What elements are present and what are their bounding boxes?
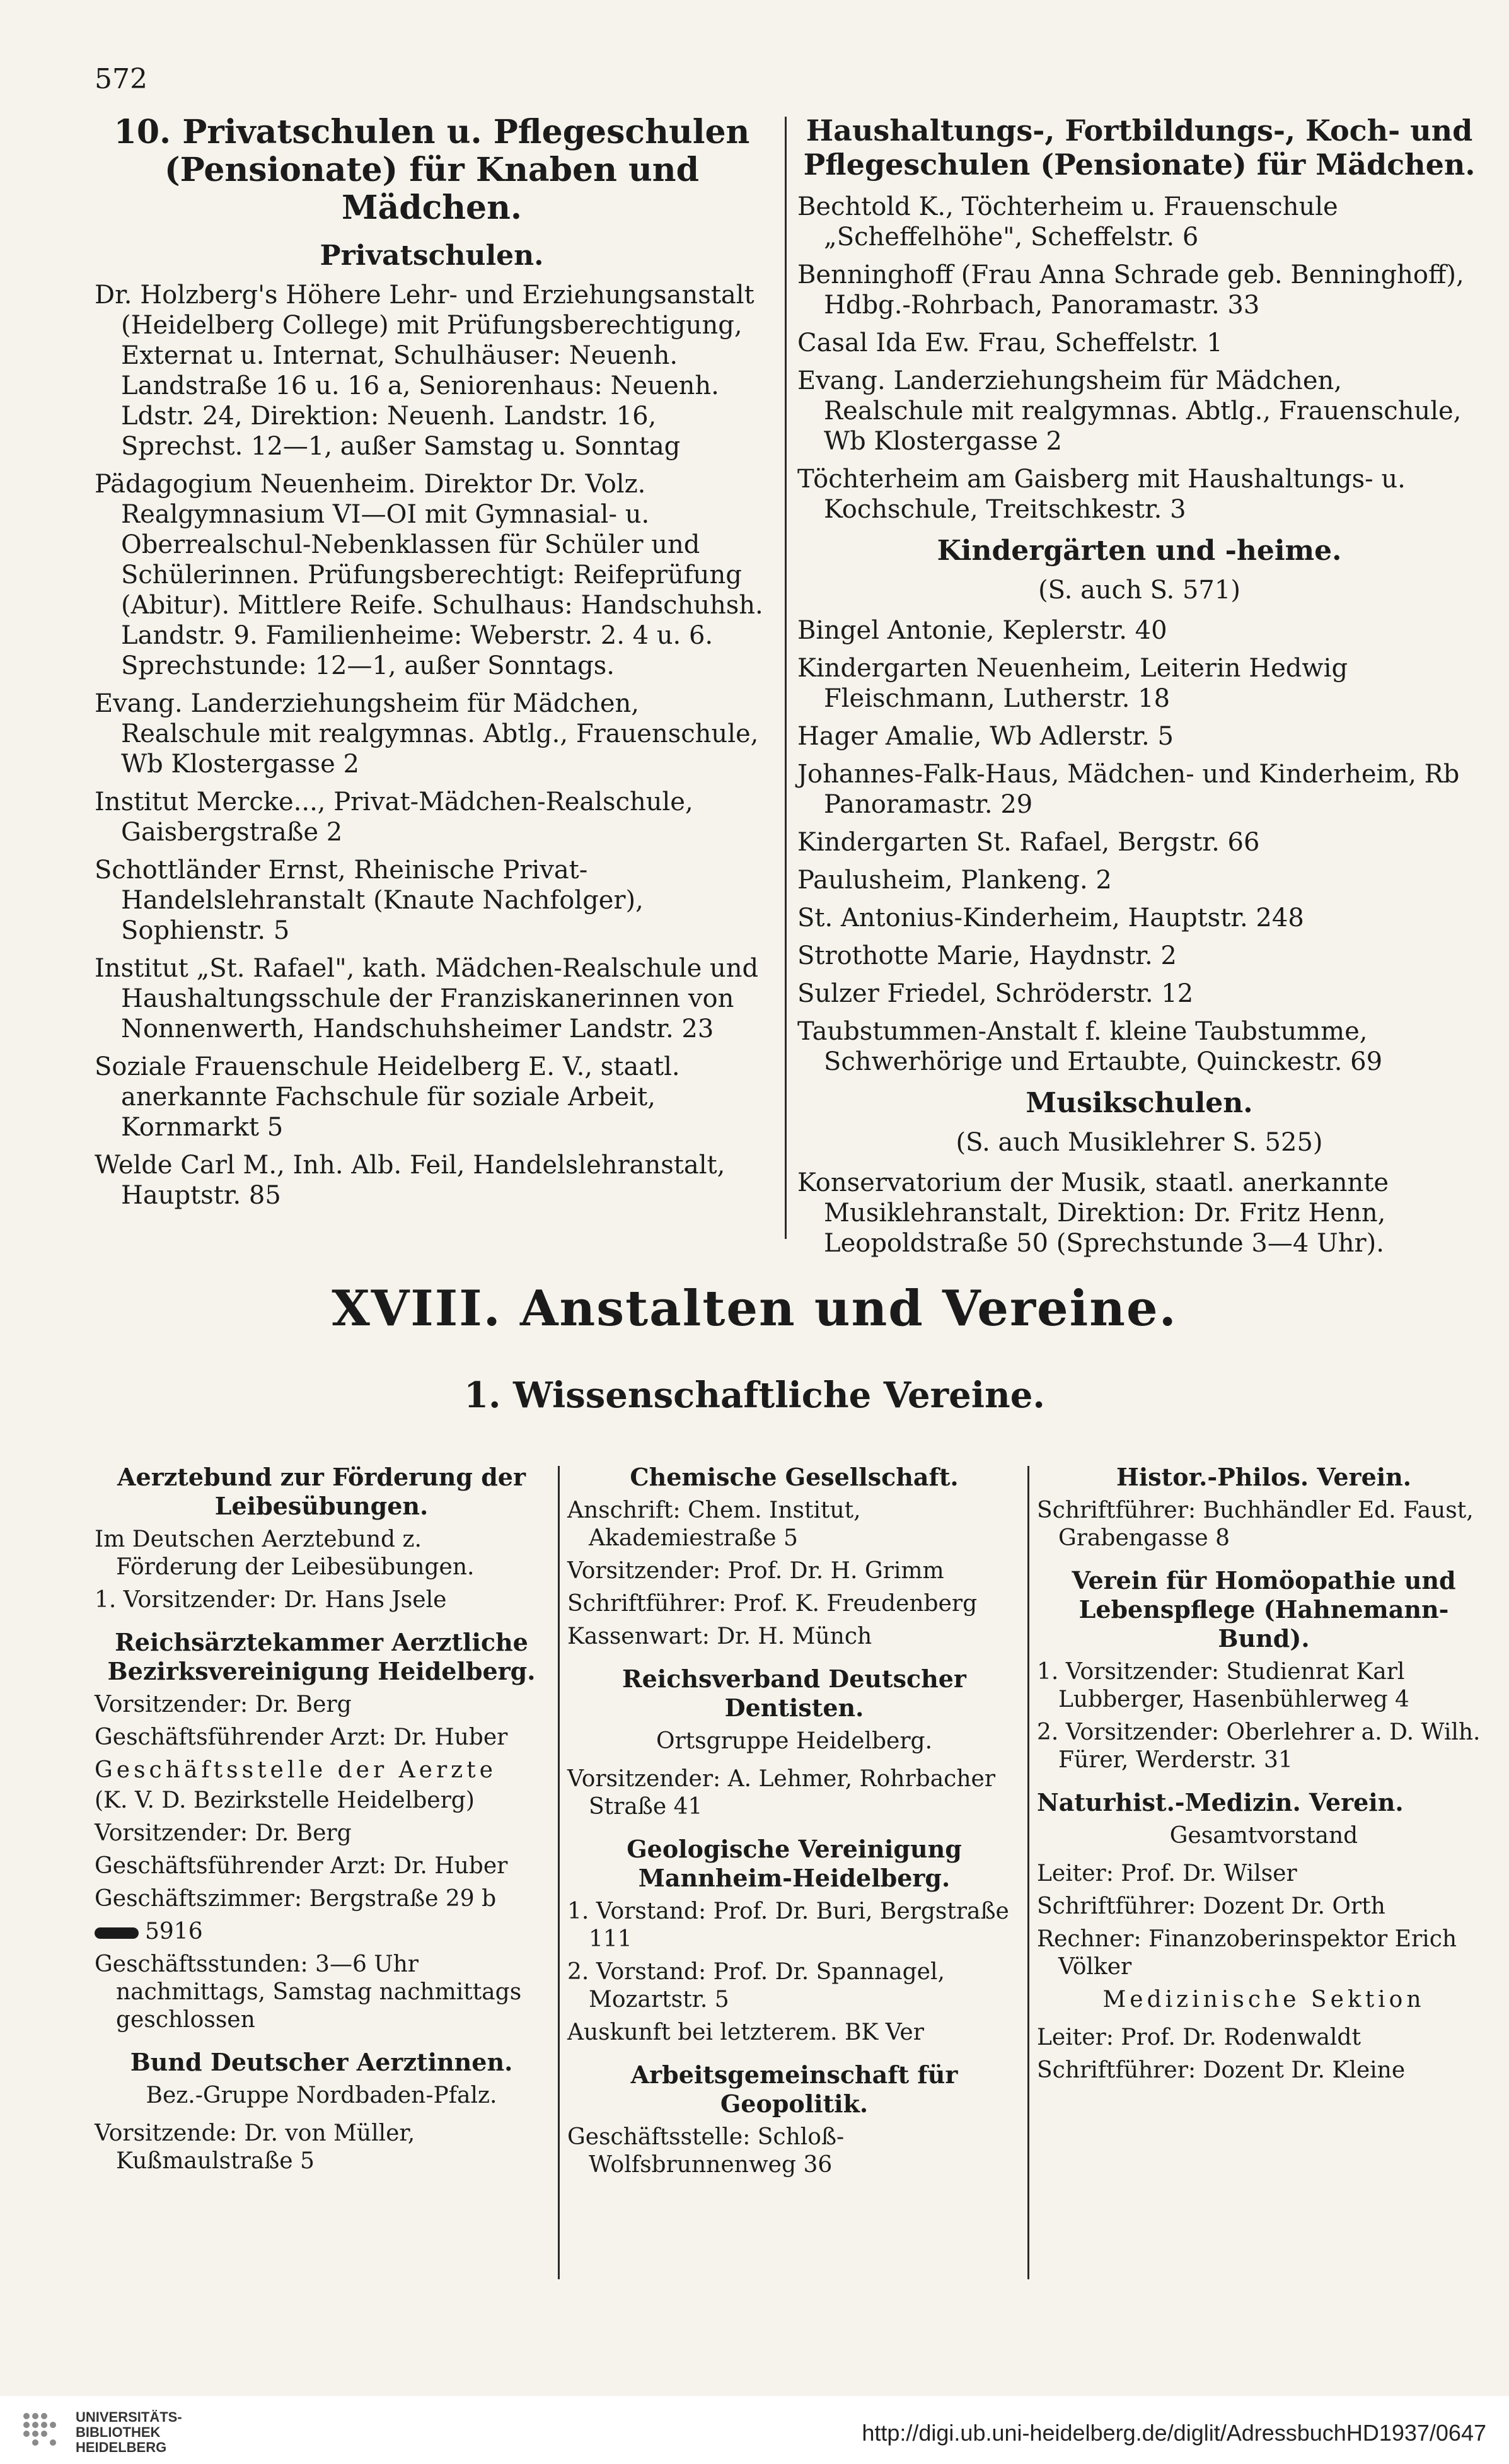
sub-section-title: 1. Wissenschaftliche Vereine. — [464, 1374, 1045, 1416]
heading-histor-philos: Histor.-Philos. Verein. — [1116, 1463, 1412, 1491]
directory-entry: Geschäftsführender Arzt: Dr. Huber — [95, 1853, 508, 1879]
heading-homoeopathie: Verein für Homöopathie und Lebenspflege (Hahnemann-Bund). — [1072, 1566, 1456, 1653]
directory-entry: Geschäftsstelle: Schloß-Wolfsbrunnenweg 36 — [567, 2124, 845, 2178]
main-section-title: XVIII. Anstalten und Vereine. — [332, 1280, 1177, 1337]
bottom-column-3 — [1037, 1463, 1491, 2089]
telephone-icon — [95, 1927, 139, 1939]
heading-geologische-vereinigung: Geologische Vereinigung Mannheim-Heidelberg. — [627, 1835, 962, 1892]
heading-reichsverband-dentisten: Reichsverband Deutscher Dentisten. — [622, 1665, 966, 1722]
directory-entry: Anschrift: Chem. Institut, Akademiestraße 5 — [567, 1497, 861, 1551]
directory-entry: Taubstummen-Anstalt f. kleine Taubstumme, Schwerhörige und Ertaubte, Quinckestr. 69 — [797, 1017, 1383, 1076]
directory-entry: Johannes-Falk-Haus, Mädchen- und Kinderheim, Rb Panoramastr. 29 — [797, 760, 1460, 819]
directory-entry: 1. Vorstand: Prof. Dr. Buri, Bergstraße 111 — [567, 1898, 1009, 1952]
right-entry-list-b — [797, 615, 1481, 1077]
medizinische-sektion-label: Medizinische Sektion — [1102, 1987, 1425, 2013]
directory-entry: Leiter: Prof. Dr. Rodenwaldt — [1037, 2025, 1361, 2050]
directory-entry: Evang. Landerziehungsheim für Mädchen, Realschule mit realgymnas. Abtlg., Frauenschule, Wb Klostergasse 2 — [797, 366, 1462, 456]
directory-entry: Paulusheim, Plankeng. 2 — [797, 866, 1112, 895]
phone-number: 5916 — [145, 1919, 203, 1944]
bottom-column-2 — [567, 1463, 1021, 2184]
directory-entry: Geschäftszimmer: Bergstraße 29 b — [95, 1886, 497, 1912]
directory-entry: Vorsitzender: A. Lehmer, Rohrbacher Straße 41 — [567, 1766, 996, 1820]
library-line-2: BIBLIOTHEK — [76, 2424, 161, 2440]
source-url-link[interactable]: http://digi.ub.uni-heidelberg.de/diglit/AdressbuchHD1937/0647 — [862, 2420, 1486, 2446]
c1-list-5 — [95, 2120, 548, 2175]
c3-list-4 — [1037, 2024, 1491, 2084]
directory-entry: Kindergarten Neuenheim, Leiterin Hedwig Fleischmann, Lutherstr. 18 — [797, 654, 1348, 713]
directory-entry: Töchterheim am Gaisberg mit Haushaltungs- u. Kochschule, Treitschkestr. 3 — [797, 465, 1406, 524]
left-entry-list — [95, 280, 769, 1211]
subheading-kindergaerten: Kindergärten und -heime. — [937, 535, 1342, 567]
directory-entry: Benninghoff (Frau Anna Schrade geb. Benninghoff), Hdbg.-Rohrbach, Panoramastr. 33 — [797, 260, 1464, 320]
left-column — [95, 113, 769, 1218]
directory-entry: Geschäftsstunden: 3—6 Uhr nachmittags, Samstag nachmittags geschlossen — [95, 1951, 522, 2033]
directory-entry: Geschäftsführender Arzt: Dr. Huber — [95, 1724, 508, 1750]
right-column — [797, 113, 1481, 1266]
directory-entry: 1. Vorsitzender: Dr. Hans Jsele — [95, 1587, 447, 1613]
directory-entry: Schriftführer: Dozent Dr. Kleine — [1037, 2057, 1406, 2083]
note-kindergaerten: (S. auch S. 571) — [1038, 576, 1240, 605]
directory-entry: Schriftführer: Prof. K. Freudenberg — [567, 1591, 978, 1617]
note-gesamtvorstand: Gesamtvorstand — [1169, 1823, 1358, 1849]
note-musikschulen: (S. auch Musiklehrer S. 525) — [956, 1128, 1323, 1157]
directory-entry: Institut Mercke..., Privat-Mädchen-Realschule, Gaisbergstraße 2 — [95, 787, 693, 847]
library-name — [76, 2410, 182, 2455]
directory-entry: Schottländer Ernst, Rheinische Privat-Handelslehranstalt (Knaute Nachfolger), Sophienstr. 5 — [95, 856, 644, 945]
note-ortsgruppe: Ortsgruppe Heidelberg. — [656, 1728, 933, 1754]
c2-list-3 — [567, 1898, 1021, 2047]
directory-entry: Vorsitzender: Dr. Berg — [95, 1820, 352, 1846]
directory-entry: 2. Vorstand: Prof. Dr. Spannagel, Mozartstr. 5 — [567, 1959, 945, 2013]
library-line-1: UNIVERSITÄTS- — [76, 2409, 182, 2425]
directory-entry: 1. Vorsitzender: Studienrat Karl Lubberger, Hasenbühlerweg 4 — [1037, 1659, 1409, 1712]
directory-entry: Hager Amalie, Wb Adlerstr. 5 — [797, 722, 1174, 751]
heading-chemische-gesellschaft: Chemische Gesellschaft. — [630, 1463, 959, 1491]
directory-entry: Welde Carl M., Inh. Alb. Feil, Handelslehranstalt, Hauptstr. 85 — [95, 1151, 726, 1210]
directory-entry: Bechtold K., Töchterheim u. Frauenschule „Scheffelhöhe", Scheffelstr. 6 — [797, 192, 1338, 252]
note-bez-gruppe: Bez.-Gruppe Nordbaden-Pfalz. — [146, 2083, 497, 2108]
c1-list-1 — [95, 1526, 548, 1614]
directory-entry: Vorsitzender: Dr. Berg — [95, 1692, 352, 1717]
page-number: 572 — [95, 63, 147, 95]
directory-entry: Soziale Frauenschule Heidelberg E. V., staatl. anerkannte Fachschule für soziale Arbeit, Kornmarkt 5 — [95, 1052, 680, 1142]
heading-geopolitik: Arbeitsgemeinschaft für Geopolitik. — [630, 2060, 958, 2118]
phone-entry — [95, 1918, 548, 1946]
section-heading-haushaltungsschulen: Haushaltungs-, Fortbildungs-, Koch- und Pflegeschulen (Pensionate) für Mädchen. — [803, 113, 1476, 182]
university-library-logo-icon — [19, 2409, 63, 2453]
subheading-musikschulen: Musikschulen. — [1026, 1087, 1253, 1119]
right-entry-list-c — [797, 1168, 1481, 1258]
c2-list-1 — [567, 1497, 1021, 1651]
heading-reichsaerztekammer: Reichsärztekammer Aerztliche Bezirksvereinigung Heidelberg. — [107, 1628, 536, 1685]
directory-entry: Pädagogium Neuenheim. Direktor Dr. Volz. Realgymnasium VI—OI mit Gymnasial- u. Oberrealschul-Nebenklassen für Schüler und Schülerinnen. Prüfungsberechtigt: Reifeprüfung (Abitur). Mittlere Reife. Schulhaus: Handschuhsh. Landstr. 9. Familienheime: Weberstr. 2. 4 u. 6. Sprechstunde: 12—1, außer Sonntags. — [95, 470, 763, 680]
directory-entry: Im Deutschen Aerztebund z. Förderung der Leibesübungen. — [95, 1526, 475, 1580]
column-divider-3 — [1027, 1466, 1029, 2279]
directory-entry: Leiter: Prof. Dr. Wilser — [1037, 1861, 1297, 1886]
directory-entry: Dr. Holzberg's Höhere Lehr- und Erziehungsanstalt (Heidelberg College) mit Prüfungsberechtigung, Externat u. Internat, Schulhäuser: Neuenh. Landstraße 16 u. 16 a, Seniorenhaus: Neuenh. Ldstr. 24, Direktion: Neuenh. Landstr. 16, Sprechst. 12—1, außer Samstag u. Sonntag — [95, 281, 754, 461]
directory-entry: Vorsitzende: Dr. von Müller, Kußmaulstraße 5 — [95, 2120, 415, 2174]
geschaeftsstelle-label: Geschäftsstelle der Aerzte — [95, 1757, 497, 1783]
section-heading-privatschulen: 10. Privatschulen u. Pflegeschulen (Pensionate) für Knaben und Mädchen. — [113, 113, 750, 227]
heading-bund-aerztinnen: Bund Deutscher Aerztinnen. — [130, 2048, 513, 2076]
directory-entry: Strothotte Marie, Haydnstr. 2 — [797, 941, 1177, 970]
column-divider — [785, 117, 787, 1239]
library-line-3: HEIDELBERG — [76, 2439, 167, 2455]
directory-entry: (K. V. D. Bezirkstelle Heidelberg) — [95, 1787, 475, 1813]
directory-entry: St. Antonius-Kinderheim, Hauptstr. 248 — [797, 904, 1304, 933]
heading-aerztebund: Aerztebund zur Förderung der Leibesübungen. — [117, 1463, 526, 1520]
directory-entry: Evang. Landerziehungsheim für Mädchen, Realschule mit realgymnas. Abtlg., Frauenschule, Wb Klostergasse 2 — [95, 689, 759, 779]
directory-entry: Kindergarten St. Rafael, Bergstr. 66 — [797, 828, 1260, 857]
directory-entry: Schriftführer: Buchhändler Ed. Faust, Grabengasse 8 — [1037, 1497, 1474, 1551]
directory-entry: Sulzer Friedel, Schröderstr. 12 — [797, 979, 1194, 1008]
directory-entry: Konservatorium der Musik, staatl. anerkannte Musiklehranstalt, Direktion: Dr. Fritz Henn, Leopoldstraße 50 (Sprechstunde 3—4 Uhr). — [797, 1168, 1389, 1258]
c3-list-2 — [1037, 1658, 1491, 1774]
directory-entry: Auskunft bei letzterem. BK Ver — [567, 2019, 924, 2045]
directory-entry: Bingel Antonie, Keplerstr. 40 — [797, 616, 1167, 645]
bottom-column-1 — [95, 1463, 548, 2180]
c3-list-3 — [1037, 1860, 1491, 1981]
subheading-privatschulen: Privatschulen. — [320, 240, 544, 272]
directory-entry: Vorsitzender: Prof. Dr. H. Grimm — [567, 1558, 944, 1584]
directory-entry: 2. Vorsitzender: Oberlehrer a. D. Wilh. Fürer, Werderstr. 31 — [1037, 1719, 1481, 1773]
directory-entry: Kassenwart: Dr. H. Münch — [567, 1624, 872, 1649]
heading-naturhist-medizin: Naturhist.-Medizin. Verein. — [1037, 1788, 1404, 1816]
c1-list-4 — [95, 1951, 548, 2034]
directory-entry: Schriftführer: Dozent Dr. Orth — [1037, 1893, 1385, 1919]
c2-list-4 — [567, 2124, 1021, 2179]
right-entry-list-a — [797, 192, 1481, 525]
c2-list-2 — [567, 1765, 1021, 1821]
c3-list-1 — [1037, 1497, 1491, 1552]
directory-entry: Rechner: Finanzoberinspektor Erich Völker — [1037, 1926, 1457, 1980]
c1-list-2 — [95, 1691, 548, 1752]
directory-entry: Casal Ida Ew. Frau, Scheffelstr. 1 — [797, 328, 1223, 357]
c1-list-3 — [95, 1787, 548, 1913]
directory-entry: Institut „St. Rafael", kath. Mädchen-Realschule und Haushaltungsschule der Franziskanerinnen von Nonnenwerth, Handschuhsheimer Landstr. 23 — [95, 954, 759, 1043]
column-divider-2 — [558, 1466, 560, 2279]
